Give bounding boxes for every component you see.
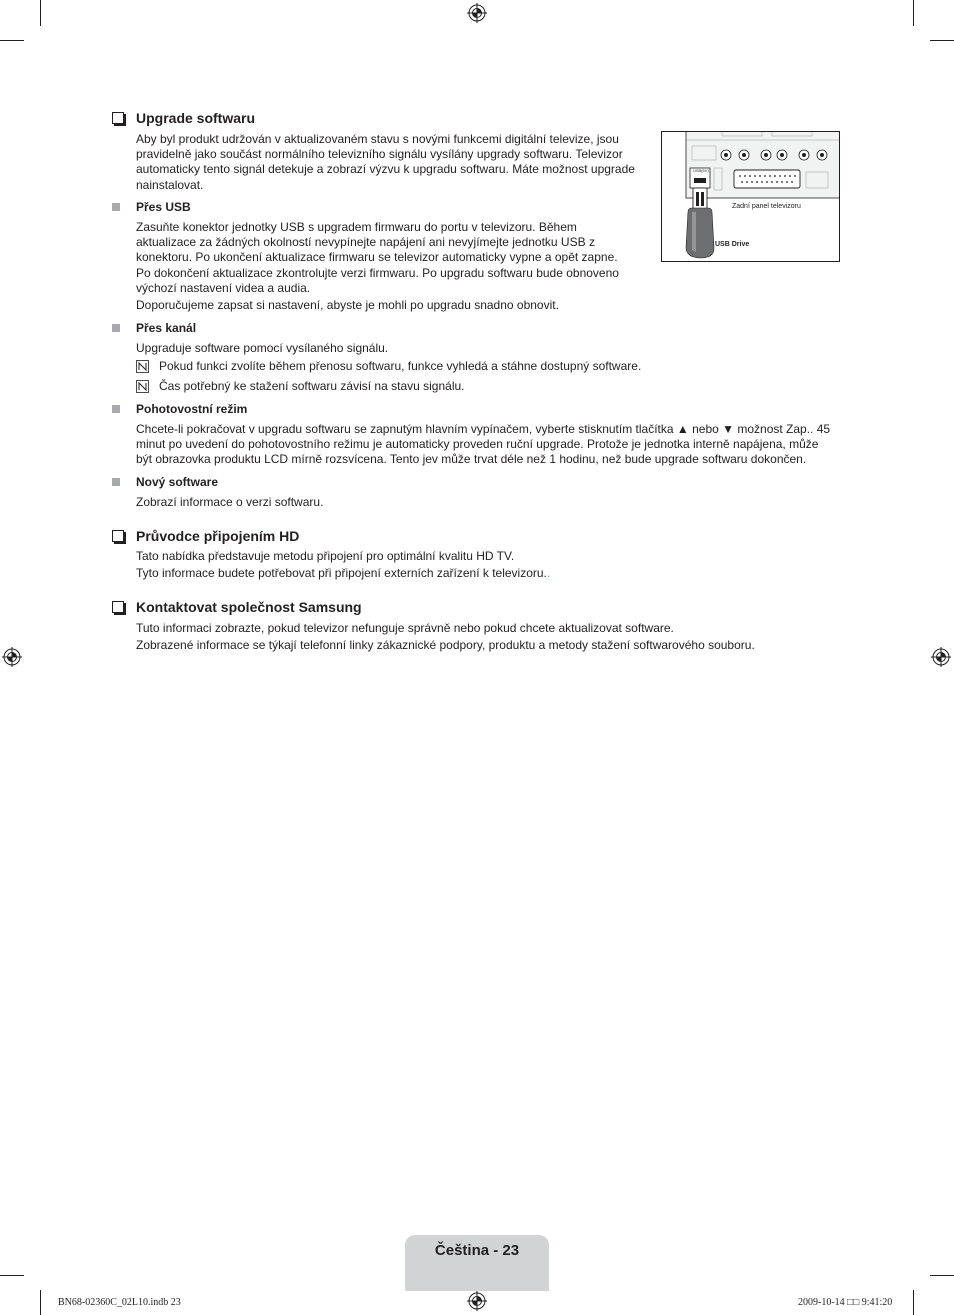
upgrade-intro: Aby byl produkt udržován v aktualizovaném stavu s novými funkcemi digitální televize, jsou pravidelně jako součást normálního televizního signálu vysílány upgrady softwaru. Televizor automaticky tento signál detekuje a zobrazí výzvu k upgradu softwaru. Máte možnost upgrade nainstalovat.: [136, 132, 635, 192]
print-date-info: 2009-10-14 □□ 9:41:20: [798, 1297, 893, 1308]
tv-rear-panel-illustration: [662, 132, 839, 261]
subsection-usb: Přes USB: [112, 200, 191, 214]
registration-mark-icon: [467, 1291, 487, 1311]
tv-rear-panel-figure: USB(5V) Zadní panel televizoru USB Drive: [661, 131, 840, 262]
registration-mark-icon: [2, 647, 22, 667]
bullet-square-icon: [112, 324, 120, 332]
crop-mark: [913, 1290, 914, 1315]
samsung-text: Tuto informaci zobrazte, pokud televizor nefunguje správně nebo pokud chcete aktualizovat software. Zobrazené informace se týkají telefonní linky zákaznické podpory, produktu a metody stažení softwarového souboru.: [136, 621, 755, 653]
standby-text: Chcete-li pokračovat v upgradu softwaru se zapnutým hlavním vypínačem, vyberte stisknutím tlačítka ▲ nebo ▼ možnost Zap.. 45 minut po uvedení do pohotovostního režimu je automaticky proveden ruční upgrade. Protože je jednotka interně napájena, může být obrazovka produktu LCD mírně rozsvícena. Tento jev může trvat déle než 1 hodinu, než bude upgrade softwaru dokončen.: [136, 422, 831, 467]
usb-text: Zasuňte konektor jednotky USB s upgradem firmwaru do portu v televizoru. Během aktualizace za žádných okolností nevypínejte napájení ani nevyjímejte jednotku USB z konektoru. Po ukončení aktualizace firmwaru se televizor automaticky vypne a opět zapne. Po dokončení aktualizace zkontrolujte verzi firmwaru. Po upgradu softwaru bude obnoveno výchozí nastavení videa a audia. Doporučujeme zapsat si nastavení, abyste je mohli po upgradu snadno obnovit.: [136, 220, 619, 313]
crop-mark: [0, 40, 24, 41]
crop-mark: [0, 1275, 24, 1276]
crop-mark: [913, 0, 914, 26]
page-number: Čeština - 23: [434, 1242, 520, 1259]
section-title-samsung: Kontaktovat společnost Samsung: [112, 599, 362, 615]
note-icon: [136, 380, 149, 393]
registration-mark-icon: [467, 3, 487, 23]
bullet-square-icon: [112, 405, 120, 413]
note-icon: [136, 360, 149, 373]
section-title-upgrade: Upgrade softwaru: [112, 110, 255, 126]
bullet-square-icon: [112, 203, 120, 211]
registration-mark-icon: [931, 647, 951, 667]
checkbox-square-icon: [112, 601, 124, 613]
checkbox-square-icon: [112, 530, 124, 542]
crop-mark: [40, 0, 41, 26]
crop-mark: [930, 1275, 954, 1276]
new-software-text: Zobrazí informace o verzi softwaru.: [136, 495, 324, 509]
print-file-info: BN68-02360C_02L10.indb 23: [58, 1297, 181, 1308]
note-item: Čas potřebný ke stažení softwaru závisí na stavu signálu.: [136, 379, 465, 394]
subsection-channel: Přes kanál: [112, 321, 196, 335]
bullet-square-icon: [112, 478, 120, 486]
crop-mark: [40, 1290, 41, 1315]
subsection-standby: Pohotovostní režim: [112, 402, 247, 416]
crop-mark: [930, 40, 954, 41]
hd-text: Tato nabídka představuje metodu připojení pro optimální kvalitu HD TV. Tyto informace budete potřebovat při připojení externích zařízení k televizoru..: [136, 549, 551, 581]
note-item: Pokud funkci zvolíte během přenosu softwaru, funkce vyhledá a stáhne dostupný software.: [136, 359, 641, 374]
checkbox-square-icon: [112, 112, 124, 124]
section-title-hd: Průvodce připojením HD: [112, 528, 299, 544]
subsection-new-software: Nový software: [112, 475, 218, 489]
channel-text: Upgraduje software pomocí vysílaného signálu.: [136, 341, 389, 355]
